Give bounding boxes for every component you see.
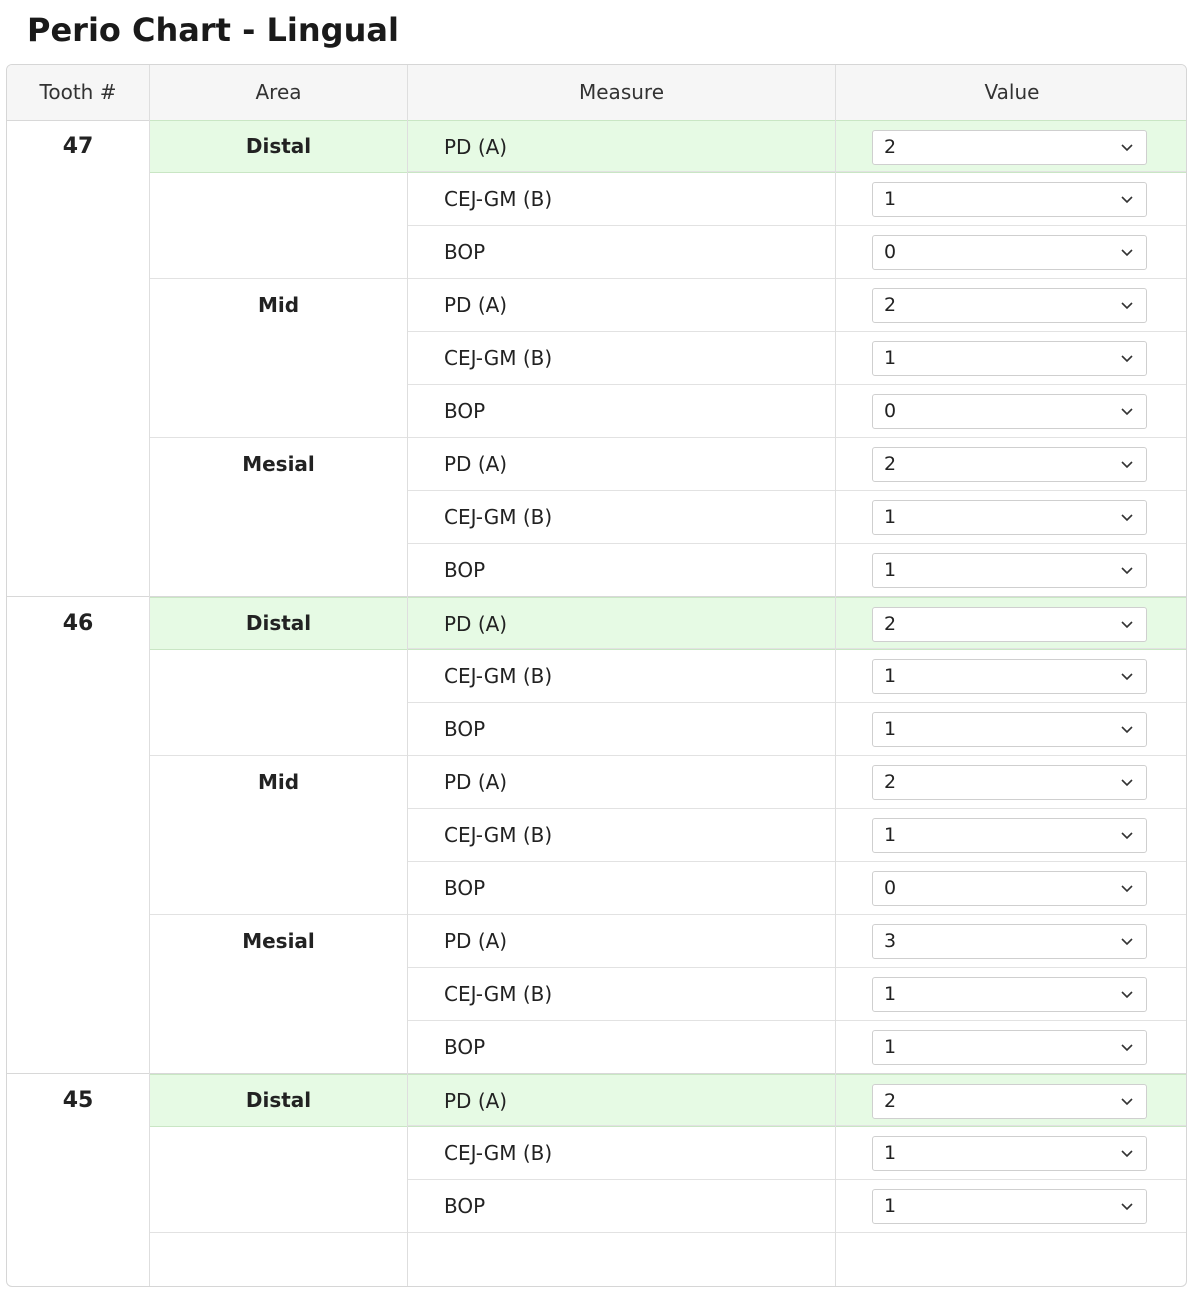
chevron-down-icon <box>1120 669 1134 683</box>
area-label: Distal <box>245 611 312 635</box>
measure-label: PD (A) <box>444 612 508 636</box>
chevron-down-icon <box>1120 987 1134 1001</box>
measure-label: BOP <box>444 717 486 741</box>
chevron-down-icon <box>1120 775 1134 789</box>
measure-label: CEJ-GM (B) <box>444 505 553 529</box>
chevron-down-icon <box>1120 828 1134 842</box>
chevron-down-icon <box>1120 510 1134 524</box>
value-select[interactable] <box>872 1030 1147 1065</box>
chevron-down-icon <box>1120 934 1134 948</box>
perio-chart-table <box>6 64 1187 1287</box>
value-select[interactable] <box>872 288 1147 323</box>
tooth-group-45 <box>7 1074 1186 1286</box>
value-select[interactable] <box>872 1084 1147 1119</box>
value-select-text: 0 <box>884 877 897 899</box>
value-select[interactable] <box>872 924 1147 959</box>
table-row <box>150 491 1186 544</box>
area-label: Mesial <box>242 929 315 953</box>
value-select-text: 1 <box>884 718 897 740</box>
value-select-text: 1 <box>884 665 897 687</box>
measure-label: BOP <box>444 1194 486 1218</box>
value-select[interactable] <box>872 130 1147 165</box>
table-row <box>150 650 1186 703</box>
chevron-down-icon <box>1120 457 1134 471</box>
measure-label: PD (A) <box>444 135 508 159</box>
column-divider <box>835 65 836 1286</box>
measure-label: BOP <box>444 1035 486 1059</box>
value-select-text: 2 <box>884 453 897 475</box>
measure-label: CEJ-GM (B) <box>444 982 553 1006</box>
value-select-text: 1 <box>884 559 897 581</box>
tooth-group-46 <box>7 597 1186 1074</box>
chevron-down-icon <box>1120 351 1134 365</box>
value-select-text: 1 <box>884 1142 897 1164</box>
row-divider <box>407 171 1186 172</box>
area-label: Distal <box>245 134 312 158</box>
tooth-number: 46 <box>62 611 94 636</box>
chevron-down-icon <box>1120 1094 1134 1108</box>
header-value: Value <box>984 80 1040 104</box>
value-select-text: 0 <box>884 241 897 263</box>
row-divider <box>407 648 1186 649</box>
column-divider <box>149 65 150 1286</box>
measure-label: PD (A) <box>444 770 508 794</box>
value-select[interactable] <box>872 182 1147 217</box>
table-row <box>150 1180 1186 1233</box>
table-row <box>150 703 1186 756</box>
measure-label: PD (A) <box>444 452 508 476</box>
value-select-text: 1 <box>884 347 897 369</box>
value-select-text: 2 <box>884 613 897 635</box>
value-select-text: 1 <box>884 188 897 210</box>
chevron-down-icon <box>1120 404 1134 418</box>
value-select-text: 2 <box>884 136 897 158</box>
value-select[interactable] <box>872 607 1147 642</box>
measure-label: PD (A) <box>444 929 508 953</box>
measure-label: CEJ-GM (B) <box>444 187 553 211</box>
column-divider <box>407 65 408 1286</box>
area-label: Mid <box>257 770 300 794</box>
measure-label: CEJ-GM (B) <box>444 823 553 847</box>
table-row <box>150 809 1186 862</box>
value-select[interactable] <box>872 1189 1147 1224</box>
value-select-text: 1 <box>884 824 897 846</box>
value-select[interactable] <box>872 659 1147 694</box>
value-select-text: 2 <box>884 771 897 793</box>
measure-label: BOP <box>444 876 486 900</box>
table-row <box>150 1127 1186 1180</box>
value-select[interactable] <box>872 235 1147 270</box>
value-select[interactable] <box>872 765 1147 800</box>
measure-label: BOP <box>444 240 486 264</box>
table-row <box>150 385 1186 438</box>
area-label: Mid <box>257 293 300 317</box>
tooth-number: 47 <box>62 134 94 159</box>
tooth-number: 45 <box>62 1088 94 1113</box>
table-row <box>150 968 1186 1021</box>
measure-label: CEJ-GM (B) <box>444 664 553 688</box>
chevron-down-icon <box>1120 245 1134 259</box>
value-select[interactable] <box>872 447 1147 482</box>
value-select[interactable] <box>872 977 1147 1012</box>
header-tooth: Tooth # <box>39 80 117 104</box>
page-title: Perio Chart - Lingual <box>27 11 399 49</box>
value-select[interactable] <box>872 712 1147 747</box>
table-header <box>7 65 1186 121</box>
value-select-text: 0 <box>884 400 897 422</box>
value-select-text: 2 <box>884 294 897 316</box>
value-select[interactable] <box>872 341 1147 376</box>
chevron-down-icon <box>1120 140 1134 154</box>
value-select[interactable] <box>872 500 1147 535</box>
value-select-text: 1 <box>884 1036 897 1058</box>
table-row <box>150 1021 1186 1074</box>
table-row <box>150 173 1186 226</box>
chevron-down-icon <box>1120 1040 1134 1054</box>
table-row <box>150 332 1186 385</box>
area-label: Distal <box>245 1088 312 1112</box>
table-row <box>150 544 1186 597</box>
area-label: Mesial <box>242 452 315 476</box>
table-row <box>150 862 1186 915</box>
chevron-down-icon <box>1120 881 1134 895</box>
value-select-text: 1 <box>884 1195 897 1217</box>
measure-label: BOP <box>444 558 486 582</box>
row-divider <box>150 1232 1186 1233</box>
chevron-down-icon <box>1120 1199 1134 1213</box>
chevron-down-icon <box>1120 192 1134 206</box>
value-select[interactable] <box>872 1136 1147 1171</box>
header-area: Area <box>255 80 302 104</box>
value-select[interactable] <box>872 553 1147 588</box>
table-row <box>150 226 1186 279</box>
value-select-text: 1 <box>884 506 897 528</box>
measure-label: PD (A) <box>444 1089 508 1113</box>
measure-label: PD (A) <box>444 293 508 317</box>
chevron-down-icon <box>1120 563 1134 577</box>
measure-label: BOP <box>444 399 486 423</box>
row-divider <box>407 1125 1186 1126</box>
chevron-down-icon <box>1120 298 1134 312</box>
chevron-down-icon <box>1120 1146 1134 1160</box>
value-select[interactable] <box>872 818 1147 853</box>
tooth-group-47 <box>7 120 1186 597</box>
header-measure: Measure <box>579 80 664 104</box>
value-select[interactable] <box>872 871 1147 906</box>
value-select-text: 3 <box>884 930 897 952</box>
measure-label: CEJ-GM (B) <box>444 1141 553 1165</box>
value-select-text: 2 <box>884 1090 897 1112</box>
value-select[interactable] <box>872 394 1147 429</box>
chevron-down-icon <box>1120 617 1134 631</box>
measure-label: CEJ-GM (B) <box>444 346 553 370</box>
chevron-down-icon <box>1120 722 1134 736</box>
value-select-text: 1 <box>884 983 897 1005</box>
